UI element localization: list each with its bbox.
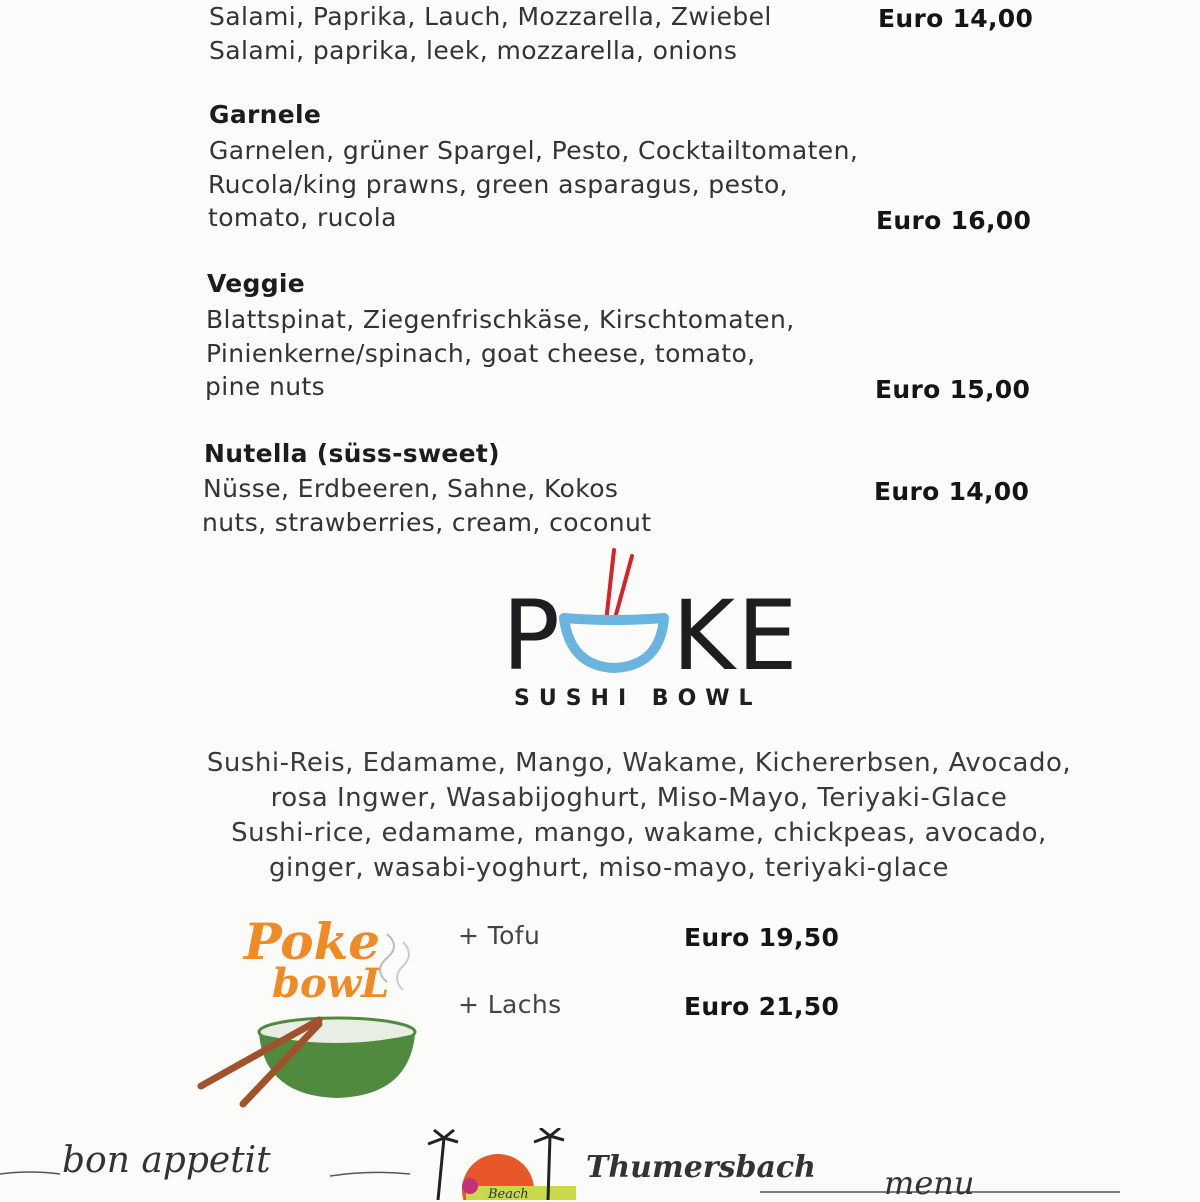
item-price: Euro 14,00 [878, 4, 1034, 33]
item-description-line3: pine nuts [205, 372, 326, 401]
footer-bon-appetit: bon appetit [62, 1140, 271, 1181]
option-label-tofu: + Tofu [458, 921, 541, 950]
item-description-de: Salami, Paprika, Lauch, Mozzarella, Zwiebel [209, 2, 772, 31]
poke-description-line2: rosa Ingwer, Wasabijoghurt, Miso-Mayo, Teriyaki-Glace [270, 783, 1008, 813]
item-name: Nutella (süss-sweet) [204, 439, 500, 468]
item-description-line2: Pinienkerne/spinach, goat cheese, tomato, [206, 339, 756, 368]
item-price: Euro 14,00 [874, 477, 1030, 506]
footer-place-name: Thumersbach [586, 1150, 816, 1185]
item-description-line1: Garnelen, grüner Spargel, Pesto, Cocktailtomaten, [209, 136, 859, 165]
item-name: Veggie [207, 269, 306, 298]
beach-text: Beach [488, 1187, 529, 1200]
option-price-lachs: Euro 21,50 [684, 992, 840, 1021]
poke-logo-p: P [502, 580, 562, 692]
item-description-line1: Nüsse, Erdbeeren, Sahne, Kokos [203, 474, 619, 503]
poke-description-line4: ginger, wasabi-yoghurt, miso-mayo, teriyaki-glace [269, 853, 949, 883]
bowl-chopsticks-icon [556, 548, 676, 674]
item-description-line1: Blattspinat, Ziegenfrischkäse, Kirschtomaten, [206, 305, 795, 334]
beach-logo-icon [410, 1128, 585, 1200]
item-description-line2: nuts, strawberries, cream, coconut [202, 508, 652, 537]
option-price-tofu: Euro 19,50 [684, 923, 840, 952]
item-description-en: Salami, paprika, leek, mozzarella, onions [209, 36, 738, 65]
poke-logo-ke: KE [672, 580, 800, 692]
item-price: Euro 15,00 [875, 375, 1031, 404]
poke-description-line3: Sushi-rice, edamame, mango, wakame, chickpeas, avocado, [231, 818, 1047, 848]
footer-menu: menu [884, 1164, 975, 1202]
option-label-lachs: + Lachs [458, 990, 562, 1019]
item-name: Garnele [209, 100, 322, 129]
item-price: Euro 16,00 [876, 206, 1032, 235]
green-bowl-icon [195, 928, 427, 1110]
poke-description-line1: Sushi-Reis, Edamame, Mango, Wakame, Kichererbsen, Avocado, [206, 748, 1072, 778]
item-description-line2: Rucola/king prawns, green asparagus, pesto, [208, 170, 789, 199]
poke-subtitle: SUSHI BOWL [514, 686, 762, 711]
poke-badge-line2: bowL [272, 960, 390, 1007]
item-description-line3: tomato, rucola [208, 203, 397, 232]
poke-badge-line1: Poke [244, 912, 381, 971]
